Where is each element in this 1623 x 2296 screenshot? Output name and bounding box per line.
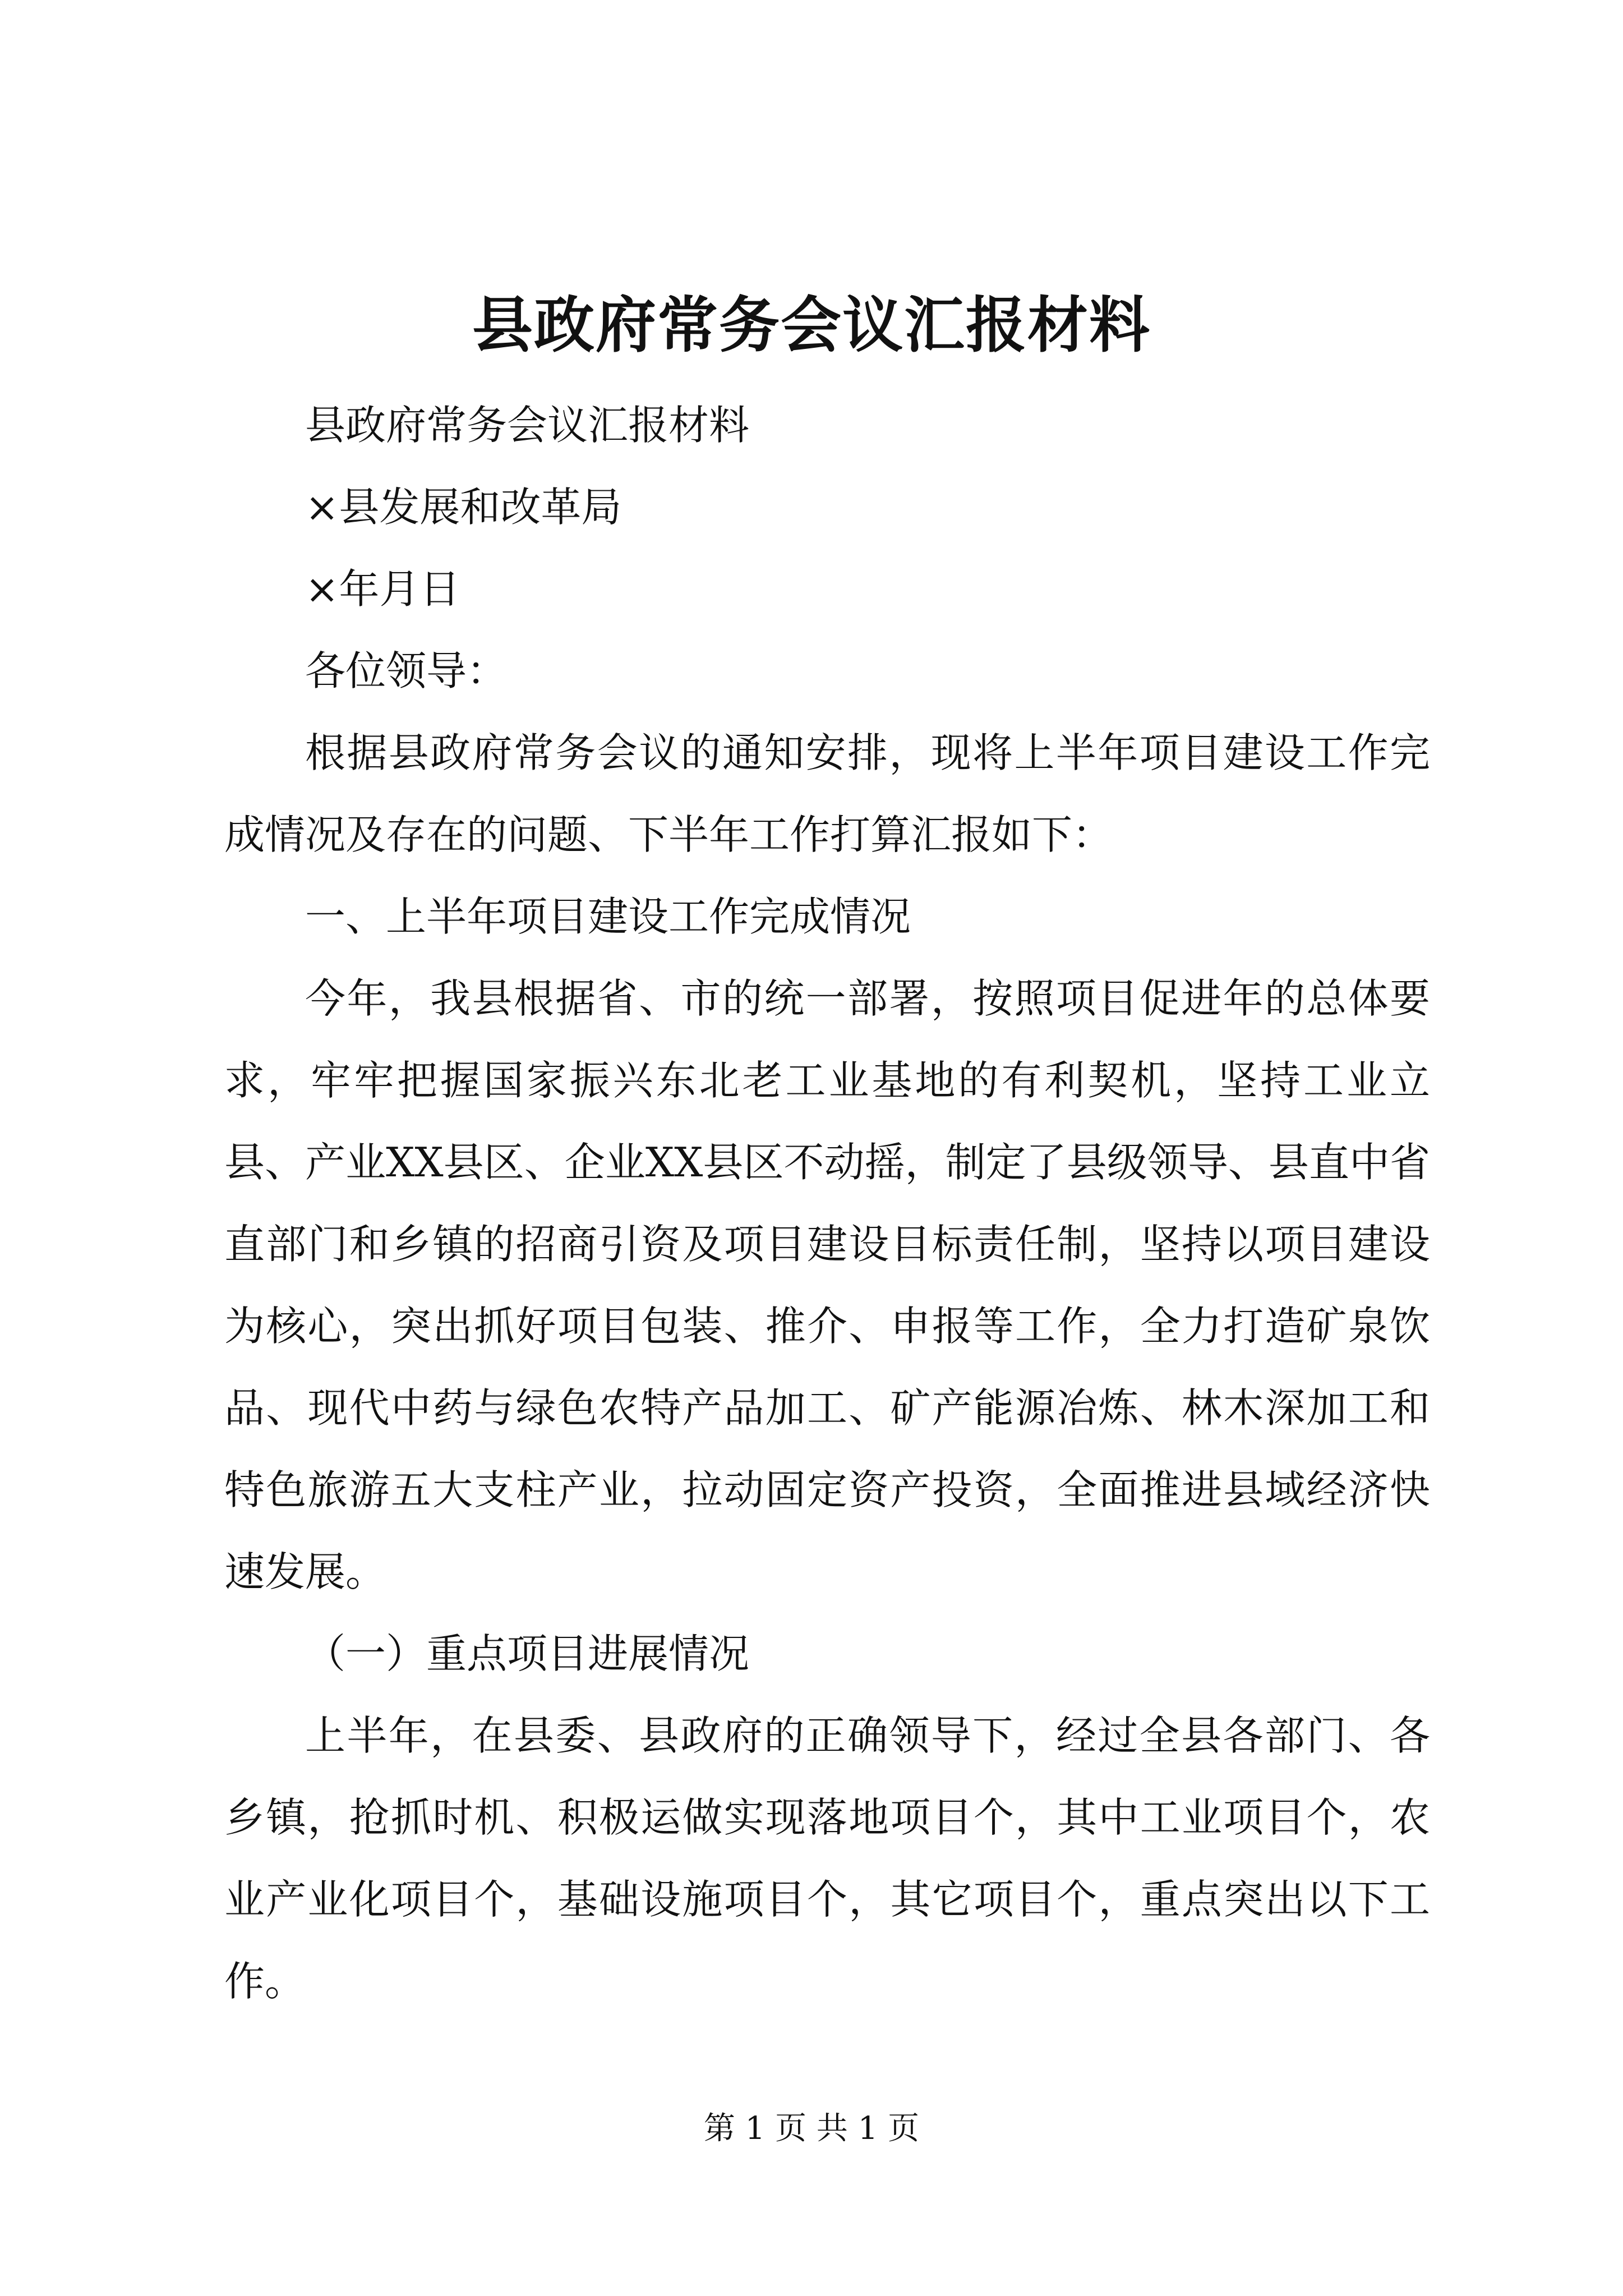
subsection-heading-1: （一）重点项目进展情况 <box>305 1630 750 1677</box>
paragraph-intro: 根据县政府常务会议的通知安排，现将上半年项目建设工作完成情况及存在的问题、下半年工作打算汇报如下： <box>224 729 1430 858</box>
paragraph-date: ×年月日 <box>305 565 460 613</box>
paragraph-progress: 上半年，在县委、县政府的正确领导下，经过全县各部门、各乡镇，抢抓时机、积极运做实现落地项目个，其中工业项目个，农业产业化项目个，基础设施项目个，其它项目个，重点突出以下工作。 <box>224 1712 1430 2005</box>
paragraph-subtitle: 县政府常务会议汇报材料 <box>305 402 750 449</box>
paragraph-salutation: 各位领导： <box>305 647 508 694</box>
document-title: 县政府常务会议汇报材料 <box>472 290 1151 361</box>
paragraph-overview: 今年，我县根据省、市的统一部署，按照项目促进年的总体要求，牢牢把握国家振兴东北老工业基地的有利契机，坚持工业立县、产业XX县区、企业XX县区不动摇，制定了县级领导、县直中省直部门和乡镇的招商引资及项目建设目标责任制，坚持以项目建设为核心，突出抓好项目包装、推介、申报等工作，全力打造矿泉饮品、现代中药与绿色农特产品加工、矿产能源冶炼、林木深加工和特色旅游五大支柱产业，拉动固定资产投资，全面推进县域经济快速发展。 <box>224 975 1430 1595</box>
section-heading-1: 一、上半年项目建设工作完成情况 <box>305 893 911 940</box>
paragraph-issuer: ×县发展和改革局 <box>305 484 622 531</box>
document-body <box>224 384 1430 2022</box>
page-footer: 第 1 页 共 1 页 <box>703 2110 920 2147</box>
